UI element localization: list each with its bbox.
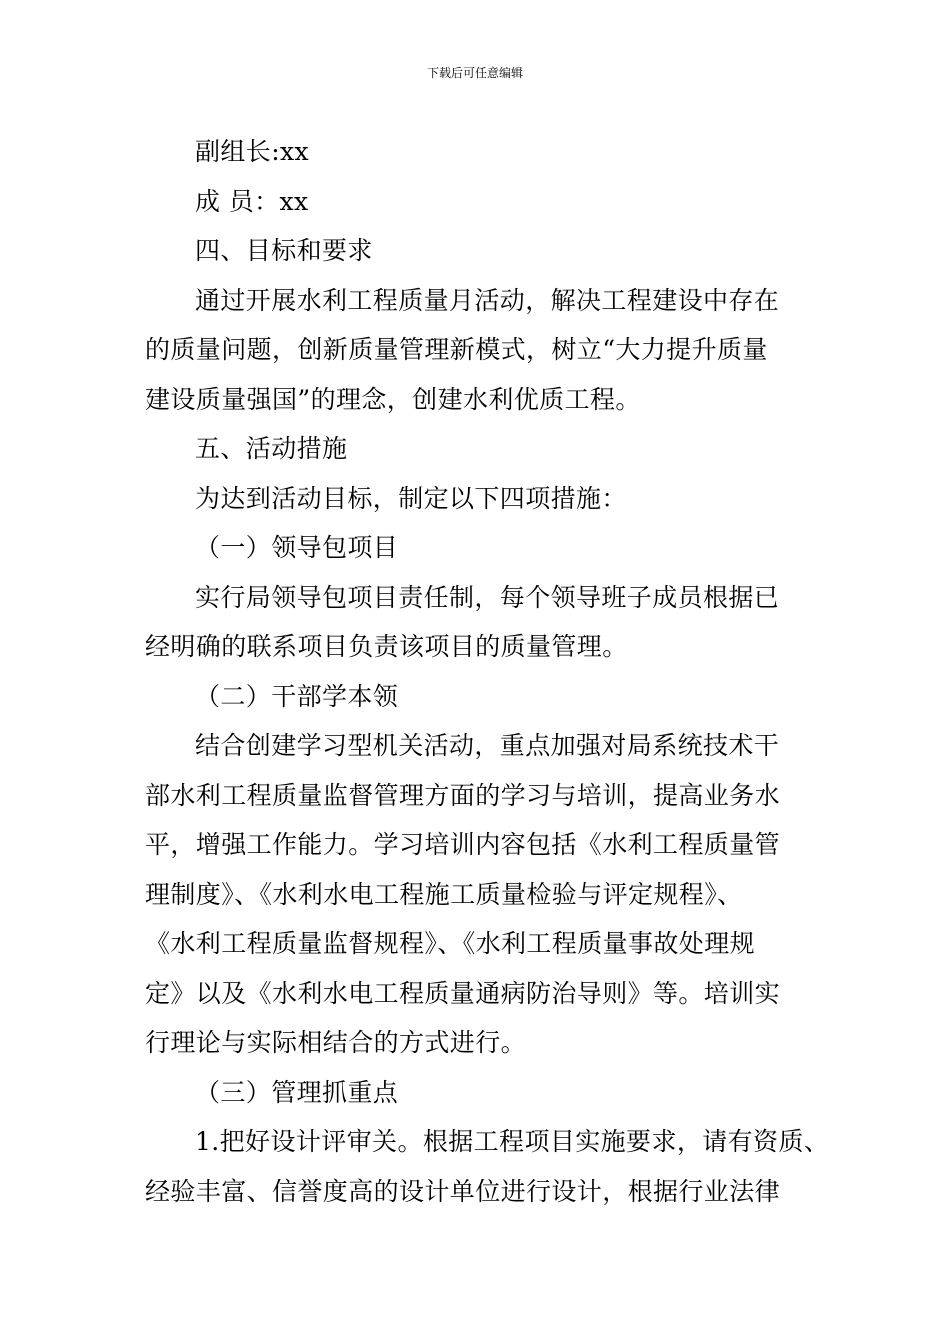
paragraph-line: 《水利工程质量监督规程》、《水利工程质量事故处理规 xyxy=(145,929,756,958)
subsection-heading-1: （一）领导包项目 xyxy=(195,533,399,562)
section-heading-measures: 五、活动措施 xyxy=(195,434,348,463)
paragraph-line: 部水利工程质量监督管理方面的学习与培训，提高业务水 xyxy=(145,780,781,810)
text-line-members: 成 员：xx xyxy=(195,186,309,216)
paragraph-line: 平，增强工作能力。学习培训内容包括《水利工程质量管 xyxy=(145,830,781,859)
document-body xyxy=(145,127,830,1216)
section-heading-goals: 四、目标和要求 xyxy=(195,236,373,265)
page-header xyxy=(0,66,950,80)
paragraph-line: 行理论与实际相结合的方式进行。 xyxy=(145,1028,527,1057)
text-line-vice-leader: 副组长:xx xyxy=(195,137,310,166)
paragraph-line: 1.把好设计评审关。根据工程项目实施要求，请有资质、 xyxy=(195,1127,830,1156)
paragraph-line: 建设质量强国”的理念，创建水利优质工程。 xyxy=(145,384,641,414)
paragraph-line: 理制度》、《水利水电工程施工质量检验与评定规程》、 xyxy=(145,879,743,909)
paragraph-line: 的质量问题，创新质量管理新模式，树立“大力提升质量 xyxy=(145,335,768,364)
header-note: 下载后可任意编辑 xyxy=(426,66,523,80)
paragraph-line: 结合创建学习型机关活动，重点加强对局系统技术干 xyxy=(195,731,780,760)
paragraph-line: 定》以及《水利水电工程质量通病防治导则》等。培训实 xyxy=(145,978,781,1008)
paragraph-line: 实行局领导包项目责任制，每个领导班子成员根据已 xyxy=(195,582,780,612)
subsection-heading-2: （二）干部学本领 xyxy=(195,681,399,711)
paragraph-line: 经验丰富、信誉度高的设计单位进行设计，根据行业法律 xyxy=(145,1176,781,1206)
subsection-heading-3: （三）管理抓重点 xyxy=(195,1077,399,1107)
paragraph-line: 为达到活动目标，制定以下四项措施： xyxy=(195,483,627,513)
paragraph-line: 经明确的联系项目负责该项目的质量管理。 xyxy=(145,632,628,661)
paragraph-line: 通过开展水利工程质量月活动，解决工程建设中存在 xyxy=(195,285,780,315)
